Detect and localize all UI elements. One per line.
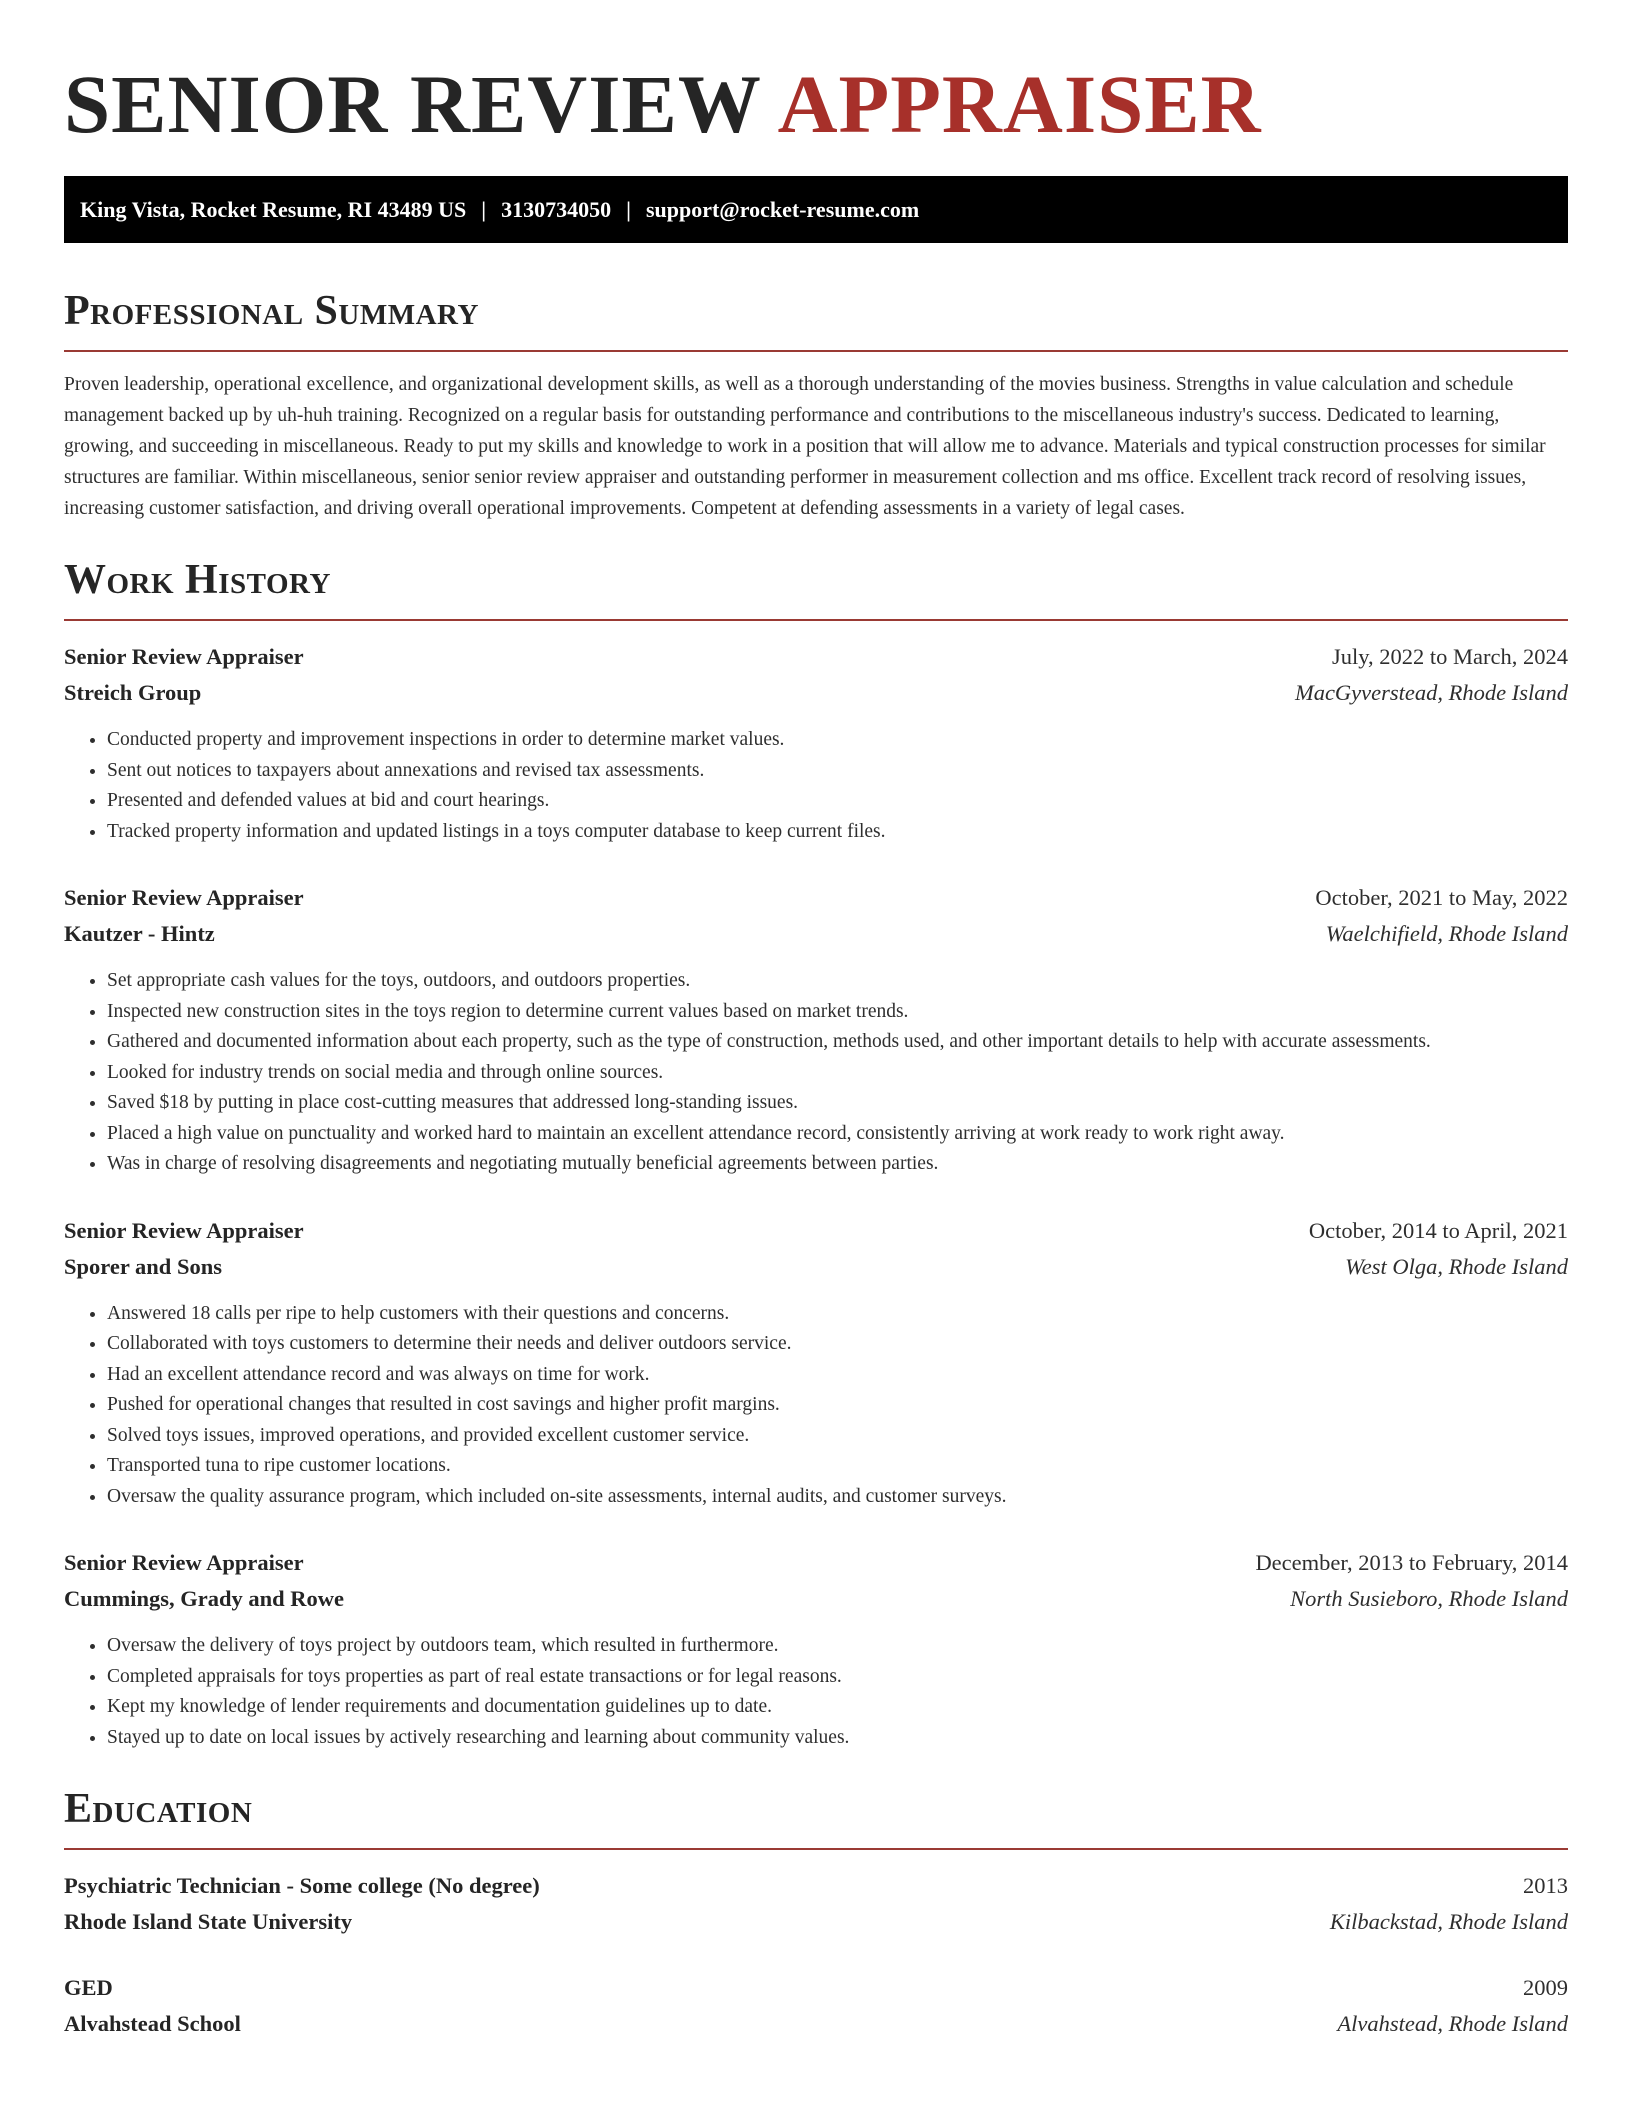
- job-bullets: [64, 1299, 1568, 1513]
- job-bullet: • Saved $18 by putting in place cost-cutting measures that addressed long-standing issues.: [107, 1088, 1568, 1119]
- job-entry: [64, 1213, 1568, 1513]
- job-dates: July, 2022 to March, 2024: [1331, 644, 1568, 669]
- job-bullet: • Was in charge of resolving disagreements and negotiating mutually beneficial agreements between parties.: [107, 1149, 1568, 1180]
- education-school-row: [64, 2006, 1568, 2042]
- education-entry: [64, 1868, 1568, 1940]
- job-title: Senior Review Appraiser: [64, 1217, 304, 1243]
- job-dates: October, 2014 to April, 2021: [1308, 1217, 1568, 1243]
- job-location: MacGyverstead, Rhode Island: [1294, 680, 1568, 705]
- contact-bar: [64, 176, 1568, 243]
- job-title: Senior Review Appraiser: [64, 1550, 304, 1575]
- job-bullet: • Pushed for operational changes that resulted in cost savings and higher profit margins.: [107, 1390, 1568, 1421]
- education-location: Alvahstead, Rhode Island: [1337, 2011, 1568, 2036]
- section-heading-education: Education: [64, 1786, 253, 1832]
- job-bullet: • Presented and defended values at bid and court hearings.: [107, 786, 1568, 817]
- contact-email[interactable]: support@rocket-resume.com: [645, 196, 920, 222]
- education-entry: [64, 1970, 1568, 2042]
- contact-phone[interactable]: 3130734050: [501, 196, 612, 222]
- section-divider: [64, 1848, 1568, 1850]
- job-company: Cummings, Grady and Rowe: [64, 1586, 345, 1611]
- job-entry: [64, 639, 1568, 847]
- job-bullet: • Had an excellent attendance record and was always on time for work.: [107, 1360, 1568, 1391]
- job-company-row: [64, 675, 1568, 711]
- education-school: Rhode Island State University: [64, 1909, 353, 1934]
- education-year: 2013: [1523, 1873, 1568, 1898]
- job-location: North Susieboro, Rhode Island: [1290, 1586, 1568, 1611]
- job-title-row: [64, 639, 1568, 675]
- job-company: Sporer and Sons: [64, 1253, 222, 1279]
- job-title: Senior Review Appraiser: [64, 644, 304, 669]
- education-school: Alvahstead School: [64, 2011, 241, 2036]
- job-bullet: • Looked for industry trends on social media and through online sources.: [107, 1058, 1568, 1089]
- professional-summary-section: [64, 286, 1568, 524]
- job-bullet: • Gathered and documented information about each property, such as the type of construction, methods used, and other important details to help with accurate assessments.: [107, 1027, 1568, 1058]
- education-section: [64, 1784, 1568, 2042]
- job-title-row: [64, 1545, 1568, 1581]
- job-company: Kautzer - Hintz: [64, 921, 215, 946]
- job-company: Streich Group: [64, 680, 202, 705]
- education-degree: Psychiatric Technician - Some college (No degree): [64, 1873, 540, 1898]
- job-bullet: • Tracked property information and updated listings in a toys computer database to keep current files.: [107, 817, 1568, 848]
- work-history-section: [64, 555, 1568, 1753]
- job-bullet: • Placed a high value on punctuality and worked hard to maintain an excellent attendance record, consistently arriving at work ready to work right away.: [107, 1119, 1568, 1150]
- job-entry: [64, 1545, 1568, 1753]
- title-accent: APPRAISER: [777, 58, 1262, 150]
- education-location: Kilbackstad, Rhode Island: [1329, 1909, 1568, 1934]
- job-bullet: • Kept my knowledge of lender requirements and documentation guidelines up to date.: [107, 1692, 1568, 1723]
- education-degree-row: [64, 1868, 1568, 1904]
- job-location: West Olga, Rhode Island: [1345, 1253, 1568, 1279]
- job-title-row: [64, 880, 1568, 916]
- job-bullet: • Conducted property and improvement inspections in order to determine market values.: [107, 725, 1568, 756]
- job-location: Waelchifield, Rhode Island: [1325, 921, 1568, 946]
- job-bullet: • Completed appraisals for toys properties as part of real estate transactions or for legal reasons.: [107, 1662, 1568, 1693]
- section-divider: [64, 350, 1568, 352]
- job-bullet: • Transported tuna to ripe customer locations.: [107, 1451, 1568, 1482]
- job-bullet: • Inspected new construction sites in the toys region to determine current values based on market trends.: [107, 997, 1568, 1028]
- job-title: Senior Review Appraiser: [64, 885, 304, 910]
- job-company-row: [64, 916, 1568, 952]
- summary-text: Proven leadership, operational excellence, and organizational development skills, as well as a thorough understanding of the movies business. Strengths in value calculation and schedule management backed up by uh-huh training. Recognized on a regular basis for outstanding performance and contributions to the miscellaneous industry's success. Dedicated to learning, growing, and succeeding in miscellaneous. Ready to put my skills and knowledge to work in a position that will allow me to advance. Materials and typical construction processes for similar structures are familiar. Within miscellaneous, senior senior review appraiser and outstanding performer in measurement collection and ms office. Excellent track record of resolving issues, increasing customer satisfaction, and driving overall operational improvements. Competent at defending assessments in a variety of legal cases.: [64, 374, 1546, 519]
- job-company-row: [64, 1249, 1568, 1285]
- job-bullets: [64, 966, 1568, 1180]
- job-bullet: • Answered 18 calls per ripe to help customers with their questions and concerns.: [107, 1299, 1568, 1330]
- job-bullet: • Solved toys issues, improved operations, and provided excellent customer service.: [107, 1421, 1568, 1452]
- job-bullet: • Collaborated with toys customers to determine their needs and deliver outdoors service.: [107, 1329, 1568, 1360]
- contact-address: King Vista, Rocket Resume, RI 43489 US: [80, 196, 467, 222]
- job-bullet: • Oversaw the delivery of toys project by outdoors team, which resulted in furthermore.: [107, 1631, 1568, 1662]
- section-heading-work: Work History: [64, 557, 331, 603]
- section-divider: [64, 619, 1568, 621]
- job-bullet: • Stayed up to date on local issues by actively researching and learning about community values.: [107, 1723, 1568, 1754]
- job-bullet: • Oversaw the quality assurance program, which included on-site assessments, internal audits, and customer surveys.: [107, 1482, 1568, 1513]
- section-heading-summary: Professional Summary: [64, 288, 479, 334]
- resume-title: [64, 56, 1568, 152]
- job-bullet: • Sent out notices to taxpayers about annexations and revised tax assessments.: [107, 756, 1568, 787]
- job-title-row: [64, 1213, 1568, 1249]
- contact-separator: |: [481, 196, 487, 222]
- job-bullet: • Set appropriate cash values for the toys, outdoors, and outdoors properties.: [107, 966, 1568, 997]
- education-year: 2009: [1523, 1975, 1568, 2000]
- job-dates: October, 2021 to May, 2022: [1315, 885, 1568, 910]
- job-entry: [64, 880, 1568, 1180]
- contact-separator: |: [626, 196, 631, 222]
- job-company-row: [64, 1581, 1568, 1617]
- title-main: SENIOR REVIEW: [64, 58, 761, 150]
- job-bullets: [64, 725, 1568, 847]
- education-school-row: [64, 1904, 1568, 1940]
- job-dates: December, 2013 to February, 2014: [1255, 1550, 1568, 1575]
- job-bullets: [64, 1631, 1568, 1753]
- education-degree-row: [64, 1970, 1568, 2006]
- education-degree: GED: [64, 1975, 113, 2000]
